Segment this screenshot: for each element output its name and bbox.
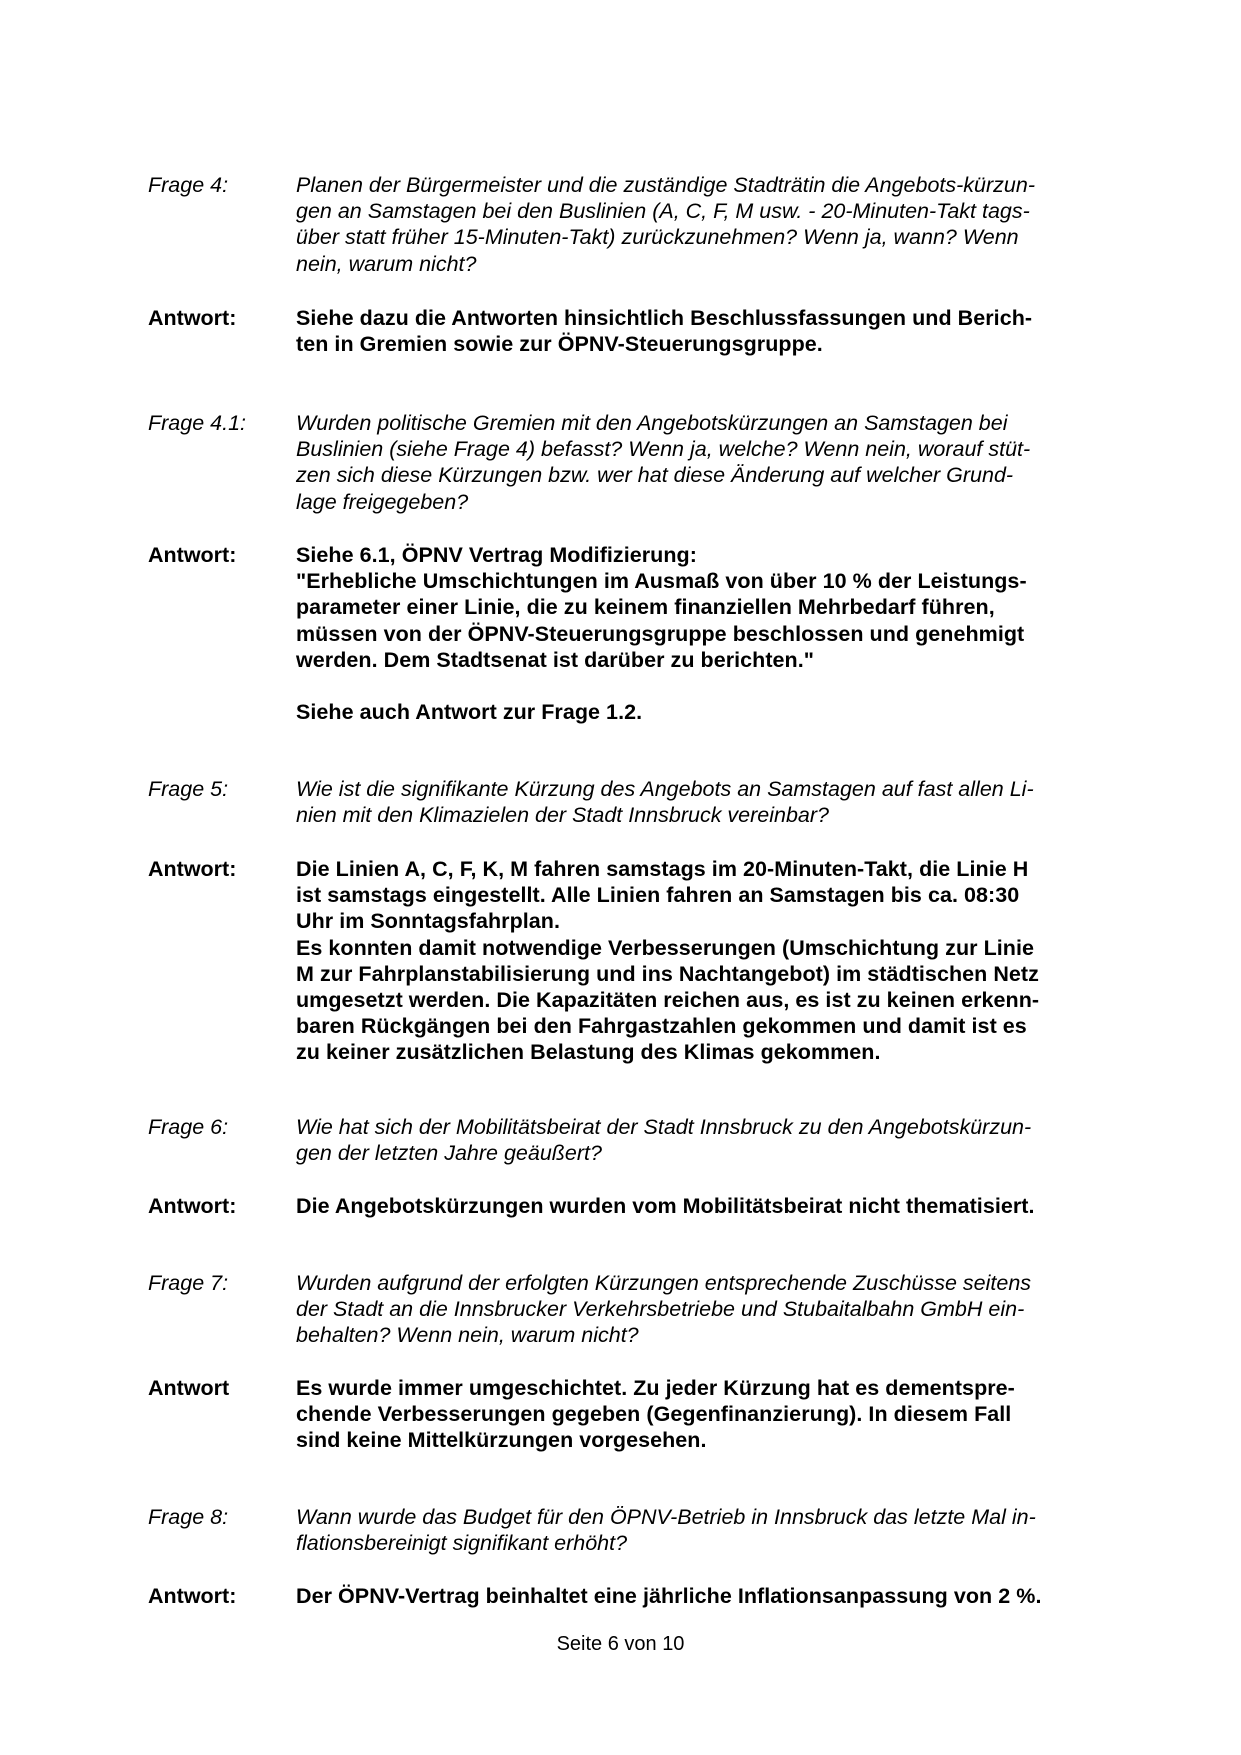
- text-line: ist samstags eingestellt. Alle Linien fahren an Samstagen bis ca. 08:30: [296, 883, 1020, 908]
- text-line: gen der letzten Jahre geäußert?: [296, 1141, 602, 1166]
- text-line: Siehe 6.1, ÖPNV Vertrag Modifizierung:: [296, 543, 697, 567]
- text-line: nein, warum nicht?: [296, 251, 477, 276]
- text-line: Die Linien A, C, F, K, M fahren samstags im 20-Minuten-Takt, die Linie H: [296, 857, 1029, 881]
- text-line: Wann wurde das Budget für den ÖPNV-Betrieb in Innsbruck das letzte Mal in-: [296, 1505, 1036, 1529]
- text-line: flationsbereinigt signifikant erhöht?: [296, 1531, 628, 1556]
- text-line: Planen der Bürgermeister und die zuständige Stadträtin die Angebots-kürzun-: [296, 173, 1035, 197]
- question-label: Frage 8:: [148, 1505, 229, 1529]
- text-line: werden. Dem Stadtsenat ist darüber zu berichten.": [296, 647, 815, 672]
- question-text: [296, 1270, 1098, 1349]
- text-line: der Stadt an die Innsbrucker Verkehrsbetriebe und Stubaitalbahn GmbH ein-: [296, 1297, 1025, 1322]
- text-line: M zur Fahrplanstabilisierung und ins Nachtangebot) im städtischen Netz: [296, 961, 1039, 986]
- text-line: über statt früher 15-Minuten-Takt) zurückzunehmen? Wenn ja, wann? Wenn: [296, 225, 1019, 250]
- question-label: Frage 6:: [148, 1115, 229, 1139]
- question-text: [296, 1504, 1098, 1556]
- text-line: umgesetzt werden. Die Kapazitäten reichen aus, es ist zu keinen erkenn-: [296, 988, 1040, 1013]
- answer-text: [296, 305, 1098, 357]
- question-text: [296, 776, 1098, 828]
- answer-label: Antwort:: [148, 306, 237, 330]
- answer-text: [296, 1583, 1098, 1609]
- text-line: Wie hat sich der Mobilitätsbeirat der Stadt Innsbruck zu den Angebotskürzun-: [296, 1115, 1032, 1139]
- answer-text: [296, 856, 1098, 1066]
- text-line: gen an Samstagen bei den Buslinien (A, C, F, M usw. - 20-Minuten-Takt tags-: [296, 199, 1030, 224]
- answer-label: Antwort:: [148, 543, 237, 567]
- text-line: Uhr im Sonntagsfahrplan.: [296, 909, 560, 934]
- question-label: Frage 5:: [148, 777, 229, 801]
- blank-line: [296, 673, 1098, 699]
- text-line: parameter einer Linie, die zu keinem finanziellen Mehrbedarf führen,: [296, 595, 995, 620]
- question-label: Frage 7:: [148, 1271, 229, 1295]
- text-line: lage freigegeben?: [296, 489, 469, 514]
- page-number-footer: Seite 6 von 10: [556, 1633, 685, 1655]
- text-line: Die Angebotskürzungen wurden vom Mobilitätsbeirat nicht thematisiert.: [296, 1194, 1035, 1218]
- text-line: Wurden aufgrund der erfolgten Kürzungen entsprechende Zuschüsse seitens: [296, 1271, 1032, 1295]
- text-line: Buslinien (siehe Frage 4) befasst? Wenn ja, welche? Wenn nein, worauf stüt-: [296, 437, 1031, 462]
- answer-label: Antwort:: [148, 1584, 237, 1608]
- question-text: [296, 410, 1098, 515]
- text-line: Siehe auch Antwort zur Frage 1.2.: [296, 700, 643, 725]
- answer-label: Antwort: [148, 1376, 230, 1400]
- text-line: baren Rückgängen bei den Fahrgastzahlen gekommen und damit ist es: [296, 1014, 1027, 1039]
- answer-text: [296, 1193, 1098, 1219]
- text-line: müssen von der ÖPNV-Steuerungsgruppe beschlossen und genehmigt: [296, 621, 1025, 646]
- question-label: Frage 4:: [148, 173, 229, 197]
- text-line: sind keine Mittelkürzungen vorgesehen.: [296, 1428, 707, 1453]
- answer-text: [296, 542, 1098, 725]
- text-line: zen sich diese Kürzungen bzw. wer hat diese Änderung auf welcher Grund-: [296, 463, 1014, 488]
- text-line: Der ÖPNV-Vertrag beinhaltet eine jährliche Inflationsanpassung von 2 %.: [296, 1584, 1042, 1608]
- answer-label: Antwort:: [148, 1194, 237, 1218]
- text-line: Es wurde immer umgeschichtet. Zu jeder Kürzung hat es dementspre-: [296, 1376, 1015, 1400]
- question-label: Frage 4.1:: [148, 411, 246, 435]
- text-line: ten in Gremien sowie zur ÖPNV-Steuerungsgruppe.: [296, 332, 823, 357]
- text-line: behalten? Wenn nein, warum nicht?: [296, 1323, 639, 1348]
- question-text: [296, 172, 1098, 277]
- answer-text: [296, 1375, 1098, 1454]
- text-line: Es konnten damit notwendige Verbesserungen (Umschichtung zur Linie: [296, 935, 1034, 960]
- text-line: nien mit den Klimazielen der Stadt Innsbruck vereinbar?: [296, 803, 830, 828]
- text-line: Wie ist die signifikante Kürzung des Angebots an Samstagen auf fast allen Li-: [296, 777, 1034, 801]
- text-line: Siehe dazu die Antworten hinsichtlich Beschlussfassungen und Berich-: [296, 306, 1033, 330]
- text-line: zu keiner zusätzlichen Belastung des Klimas gekommen.: [296, 1040, 881, 1065]
- text-line: chende Verbesserungen gegeben (Gegenfinanzierung). In diesem Fall: [296, 1402, 1012, 1427]
- answer-label: Antwort:: [148, 857, 237, 881]
- text-line: Wurden politische Gremien mit den Angebotskürzungen an Samstagen bei: [296, 411, 1008, 435]
- text-line: "Erhebliche Umschichtungen im Ausmaß von über 10 % der Leistungs-: [296, 569, 1027, 594]
- question-text: [296, 1114, 1098, 1166]
